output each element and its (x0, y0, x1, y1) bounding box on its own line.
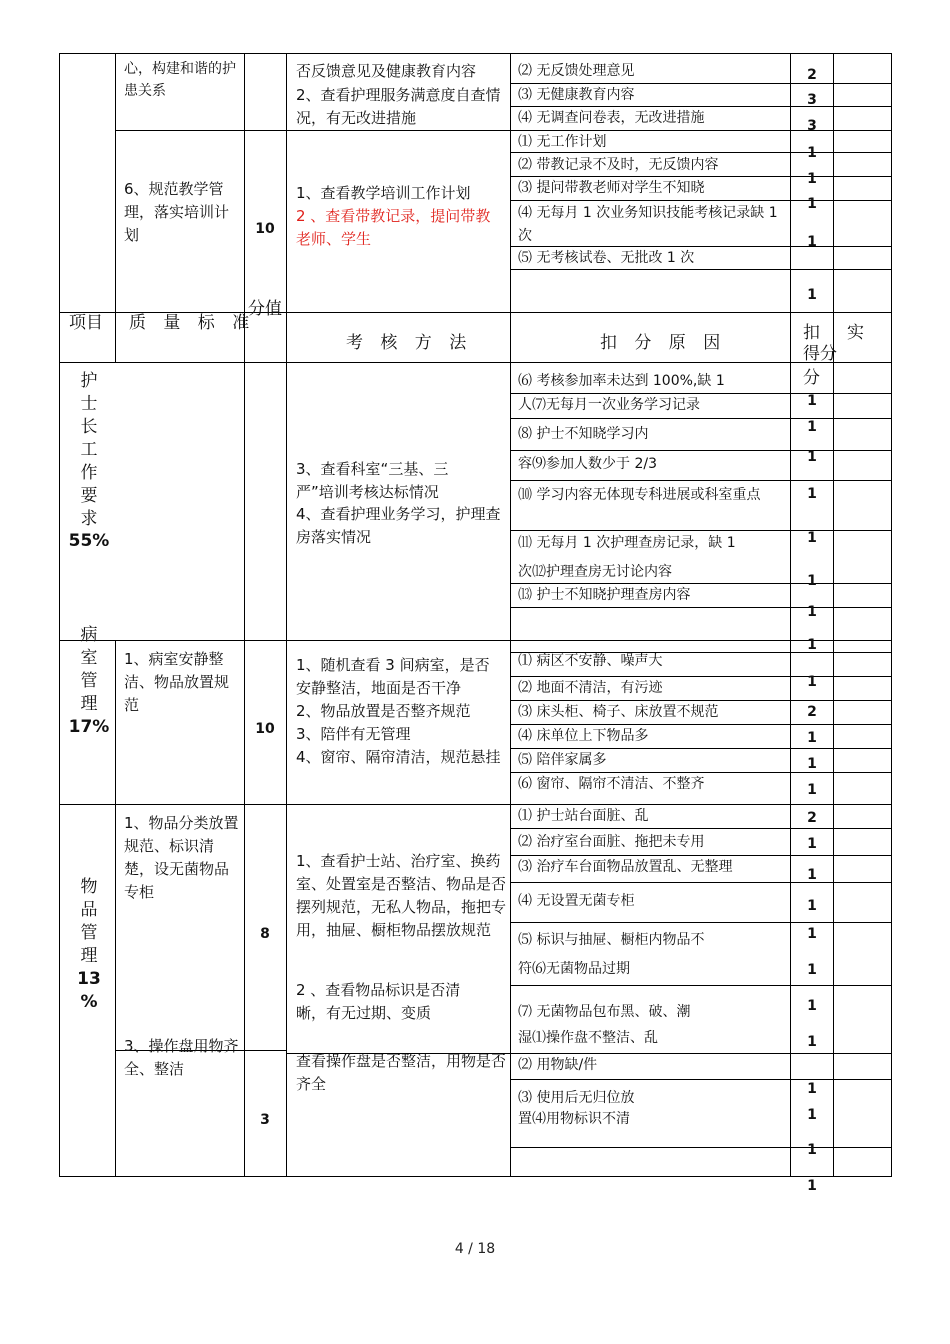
grid-line (115, 640, 116, 1177)
score-value: 3 (260, 1112, 270, 1128)
deduction-value: 3 (807, 118, 817, 134)
reason-item: ⑸ 标识与抽屉、橱柜内物品不 (518, 932, 705, 948)
reason-item: ⑺ 无菌物品包布黑、破、潮 (518, 1004, 691, 1020)
category-char: 理 (80, 694, 98, 714)
reason-item: 湿⑴操作盘不整洁、乱 (518, 1030, 658, 1046)
standard-text: 心，构建和谐的护患关系 (124, 61, 236, 99)
method-item: 2、物品放置是否整齐规范 (296, 702, 471, 720)
deduction-value: 1 (807, 287, 817, 303)
deduction-value: 1 (807, 573, 817, 589)
deduction-value: 1 (807, 730, 817, 746)
deduction-value: 1 (807, 145, 817, 161)
deduction-value: 1 (807, 196, 817, 212)
grid-line (510, 607, 891, 608)
grid-line (510, 922, 891, 923)
grid-line (510, 828, 891, 829)
deduction-value: 1 (807, 419, 817, 435)
grid-line (510, 1147, 891, 1148)
method-item: 4、查看护理业务学习，护理查房落实情况 (296, 505, 501, 546)
grid-line (510, 450, 891, 451)
reason-item: ⑷ 无设置无菌专柜 (518, 893, 635, 909)
reason-item: ⑹ 考核参加率未达到 100%,缺 1 (518, 373, 725, 389)
deduction-value: 1 (807, 486, 817, 502)
category-char: 理 (80, 946, 98, 966)
deduction-value: 2 (807, 704, 817, 720)
category-char: 作 (80, 463, 98, 483)
reason-item: 次⑿护理查房无讨论内容 (518, 564, 672, 580)
category-percent: 55% (68, 531, 110, 551)
deduction-value: 1 (807, 782, 817, 798)
category-char: 品 (80, 900, 98, 920)
reason-item: ⑸ 陪伴家属多 (518, 752, 607, 768)
deduction-value: 1 (807, 962, 817, 978)
reason-item: 符⑹无菌物品过期 (518, 961, 630, 977)
method-item: 1、查看护士站、治疗室、换药室、处置室是否整洁、物品是否摆列规范，无私人物品，拖把专用，抽屉、橱柜物品摆放规范 (296, 852, 507, 939)
standard-text: 1、病室安静整洁、物品放置规范 (124, 650, 230, 714)
header-score: 分值 (248, 299, 282, 319)
method-item: 查看操作盘是否整洁，用物是否齐全 (296, 1052, 507, 1093)
category-char: 护 (80, 371, 98, 391)
reason-item: ⑶ 提问带教老师对学生不知晓 (518, 180, 705, 196)
method-item: 4、窗帘、隔帘清洁，规范悬挂 (296, 748, 501, 766)
reason-item: ⑵ 带教记录不及时，无反馈内容 (518, 157, 719, 173)
category-percent: 13 (77, 969, 101, 989)
method-item: 1、随机查看 3 间病室，是否安静整洁，地面是否干净 (296, 656, 490, 697)
reason-item: ⑸ 无考核试卷、无批改 1 次 (518, 250, 695, 266)
score-value: 8 (260, 926, 270, 942)
grid-line (59, 804, 892, 805)
standard-text: 3、操作盘用物齐全、整洁 (124, 1037, 239, 1078)
standard-text: 6、规范教学管理，落实培训计划 (124, 180, 230, 244)
category-char: 长 (80, 417, 98, 437)
reason-item: ⑴ 病区不安静、噪声大 (518, 653, 663, 669)
grid-line (286, 53, 287, 1177)
grid-line (510, 480, 891, 481)
grid-line (59, 362, 892, 363)
grid-line (59, 53, 892, 54)
category-char: 室 (80, 648, 98, 668)
standard-text: 1、物品分类放置规范、标识清楚，设无菌物品专柜 (124, 814, 239, 901)
reason-item: ⑶ 使用后无归位放 (518, 1090, 635, 1106)
deduction-value: 1 (807, 171, 817, 187)
category-char: 要 (80, 486, 98, 506)
reason-item: ⑵ 治疗室台面脏、拖把未专用 (518, 834, 705, 850)
reason-item: ⑴ 护士站台面脏、乱 (518, 808, 649, 824)
grid-line (59, 53, 60, 1177)
deduction-value: 1 (807, 1081, 817, 1097)
grid-line (790, 53, 791, 1177)
grid-line (510, 53, 511, 1177)
reason-item: ⑽ 学习内容无体现专科进展或科室重点 (518, 487, 761, 503)
reason-item: ⑷ 无每月 1 次业务知识技能考核记录缺 1 次 (518, 205, 778, 244)
method-item: 3、陪伴有无管理 (296, 725, 411, 743)
deduction-value: 1 (807, 998, 817, 1014)
method-item-highlight: 2 、查看带教记录，提问带教老师、学生 (296, 207, 491, 248)
deduction-value: 2 (807, 810, 817, 826)
deduction-value: 1 (807, 1107, 817, 1123)
score-value: 10 (255, 721, 275, 737)
deduction-value: 1 (807, 1178, 817, 1194)
score-value: 10 (255, 221, 275, 237)
deduction-value: 1 (807, 1142, 817, 1158)
grid-line (510, 200, 891, 201)
grid-line (59, 640, 892, 641)
deduction-value: 1 (807, 393, 817, 409)
category-percent: 17% (68, 717, 110, 737)
reason-item: 人⑺无每月一次业务学习记录 (518, 397, 700, 413)
header-project: 项目 (69, 313, 103, 333)
category-char: 物 (80, 877, 98, 897)
deduction-value: 1 (807, 604, 817, 620)
reason-item: ⑶ 治疗车台面物品放置乱、无整理 (518, 859, 733, 875)
header-actual-score: 得分 (803, 344, 837, 364)
grid-line (59, 1176, 892, 1177)
category-char: 管 (80, 671, 98, 691)
reason-item: ⒀ 护士不知晓护理查房内容 (518, 587, 691, 603)
grid-line (510, 985, 891, 986)
deduction-value: 1 (807, 637, 817, 653)
reason-item: ⑵ 用物缺/件 (518, 1057, 598, 1073)
header-actual: 实 (847, 323, 864, 343)
reason-item: ⑷ 无调查问卷表，无改进措施 (518, 110, 705, 126)
grid-line (510, 530, 891, 531)
deduction-value: 1 (807, 756, 817, 772)
grid-line (891, 53, 892, 1177)
header-standard: 质 量 标 准 (129, 313, 256, 333)
deduction-value: 1 (807, 530, 817, 546)
deduction-value: 1 (807, 898, 817, 914)
grid-line (510, 882, 891, 883)
reason-item: 容⑼参加人数少于 2/3 (518, 456, 657, 472)
reason-item: ⑾ 无每月 1 次护理查房记录，缺 1 (518, 535, 736, 551)
method-text: 否反馈意见及健康教育内容 (296, 62, 477, 80)
deduction-value: 1 (807, 836, 817, 852)
category-char: 管 (80, 923, 98, 943)
deduction-value: 1 (807, 867, 817, 883)
reason-item: ⑶ 床头柜、椅子、床放置不规范 (518, 704, 719, 720)
method-item: 1、查看教学培训工作计划 (296, 184, 471, 202)
deduction-value: 1 (807, 926, 817, 942)
category-char: 士 (80, 394, 98, 414)
header-reason: 扣 分 原 因 (600, 333, 727, 353)
reason-item: 置⑷用物标识不清 (518, 1111, 630, 1127)
method-item: 2 、查看物品标识是否清晰，有无过期、变质 (296, 981, 461, 1022)
deduction-value: 1 (807, 674, 817, 690)
method-item: 2、查看护理服务满意度自查情况，有无改进措施 (296, 86, 501, 127)
deduction-value: 1 (807, 449, 817, 465)
category-char: 病 (80, 625, 98, 645)
header-deduct: 扣 (803, 323, 820, 343)
category-percent-sign: % (80, 992, 98, 1012)
category-char: 工 (80, 440, 98, 460)
reason-item: ⑵ 无反馈处理意见 (518, 63, 635, 79)
score-label: 分 (803, 368, 820, 388)
grid-line (510, 1079, 891, 1080)
grid-line (115, 53, 116, 362)
grid-line (510, 418, 891, 419)
header-method: 考 核 方 法 (346, 333, 473, 353)
grid-line (833, 53, 834, 1177)
deduction-value: 1 (807, 234, 817, 250)
reason-item: ⑴ 无工作计划 (518, 134, 607, 150)
reason-item: ⑷ 床单位上下物品多 (518, 728, 649, 744)
page-number: 4 / 18 (454, 1241, 496, 1257)
deduction-value: 1 (807, 1034, 817, 1050)
reason-item: ⑻ 护士不知晓学习内 (518, 426, 649, 442)
reason-item: ⑵ 地面不清洁，有污迹 (518, 680, 663, 696)
reason-item: ⑹ 窗帘、隔帘不清洁、不整齐 (518, 776, 705, 792)
deduction-value: 3 (807, 92, 817, 108)
deduction-value: 2 (807, 67, 817, 83)
method-item: 3、查看科室“三基、三严”培训考核达标情况 (296, 460, 449, 501)
reason-item: ⑶ 无健康教育内容 (518, 87, 635, 103)
grid-line (115, 130, 891, 131)
category-char: 求 (80, 509, 98, 529)
